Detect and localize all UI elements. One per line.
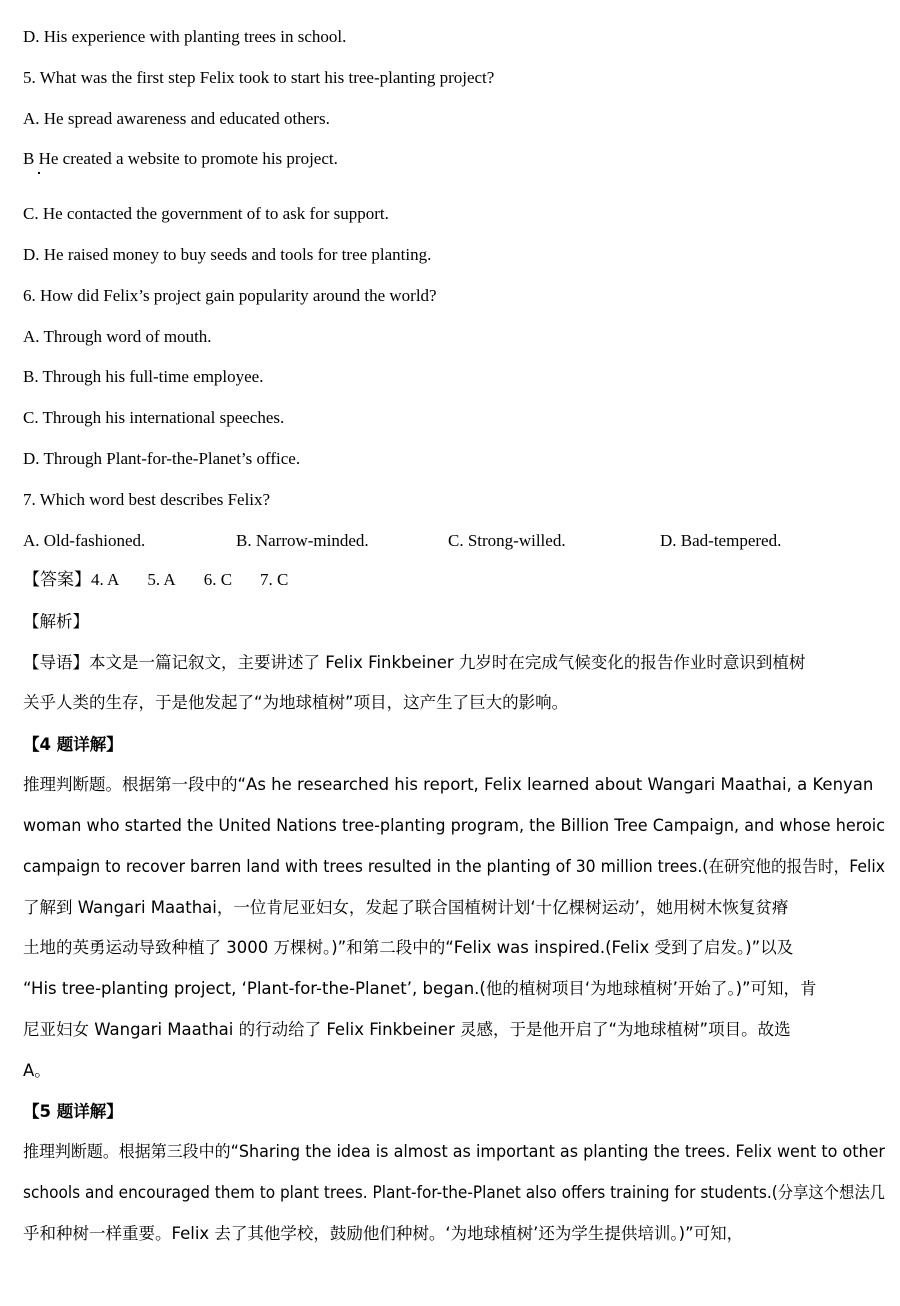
q4-detail-line-1: 推理判断题。根据第一段中的“As he researched his report, Felix learned about Wangari Maathai, a Kenyan xyxy=(23,775,874,794)
question-5: 5. What was the first step Felix took to start his tree-planting project? xyxy=(23,68,495,87)
q4-detail-line-8: A。 xyxy=(23,1061,51,1080)
guide-line-2: 关乎人类的生存，于是他发起了“为地球植树”项目，这产生了巨大的影响。 xyxy=(23,693,569,712)
q6-option-a: A. Through word of mouth. xyxy=(23,327,212,346)
q4-detail-heading: 【4 题详解】 xyxy=(23,735,123,754)
guide-line-1: 【导语】本文是一篇记叙文，主要讲述了 Felix Finkbeiner 九岁时在完成气候变化的报告作业时意识到植树 xyxy=(23,653,806,672)
q6-option-b: B. Through his full-time employee. xyxy=(23,367,264,386)
q5-option-b: B He created a website to promote his project. xyxy=(23,149,338,168)
answer-4: 4. A xyxy=(91,570,120,589)
answer-7: 7. C xyxy=(260,570,289,589)
question-6: 6. How did Felix’s project gain popularity around the world? xyxy=(23,286,437,305)
q7-option-b: B. Narrow-minded. xyxy=(236,531,369,550)
q4-detail-line-4: 了解到 Wangari Maathai，一位肯尼亚妇女，发起了联合国植树计划‘十亿棵树运动’，她用树木恢复贫瘠 xyxy=(23,898,789,917)
q7-option-a: A. Old-fashioned. xyxy=(23,531,146,550)
q5-option-a: A. He spread awareness and educated others. xyxy=(23,109,330,128)
answer-5: 5. A xyxy=(147,570,176,589)
q5-detail-line-2: schools and encouraged them to plant trees. Plant-for-the-Planet also offers training for students.(分享这个想法几 xyxy=(23,1183,885,1202)
stray-dot-mark xyxy=(38,172,40,174)
question-7: 7. Which word best describes Felix? xyxy=(23,490,271,509)
answer-6: 6. C xyxy=(203,570,233,589)
q5-detail-heading: 【5 题详解】 xyxy=(23,1102,123,1121)
q7-option-d: D. Bad-tempered. xyxy=(660,531,782,550)
q5-option-c: C. He contacted the government of to ask for support. xyxy=(23,204,389,223)
q4-detail-line-5: 土地的英勇运动导致种植了 3000 万棵树。)”和第二段中的“Felix was inspired.(Felix 受到了启发。)”以及 xyxy=(23,938,794,957)
q4-option-d: D. His experience with planting trees in school. xyxy=(23,27,347,46)
q6-option-c: C. Through his international speeches. xyxy=(23,408,285,427)
q4-detail-line-2: woman who started the United Nations tree-planting program, the Billion Tree Campaign, and whose heroic xyxy=(23,816,886,835)
analysis-label: 【解析】 xyxy=(23,612,89,631)
q5-detail-line-1: 推理判断题。根据第三段中的“Sharing the idea is almost as important as planting the trees. Felix went to other xyxy=(23,1142,885,1161)
q6-option-d: D. Through Plant-for-the-Planet’s office. xyxy=(23,449,301,468)
answer-label: 【答案】 xyxy=(23,570,91,590)
q5-option-d: D. He raised money to buy seeds and tools for tree planting. xyxy=(23,245,432,264)
q4-detail-line-3: campaign to recover barren land with trees resulted in the planting of 30 million trees.(在研究他的报告时，Felix xyxy=(23,857,885,876)
q5-detail-line-3: 乎和种树一样重要。Felix 去了其他学校，鼓励他们种树。‘为地球植树’还为学生提供培训。)”可知， xyxy=(23,1224,744,1243)
q4-detail-line-6: “His tree-planting project, ‘Plant-for-the-Planet’, began.(他的植树项目‘为地球植树’开始了。)”可知，肯 xyxy=(23,979,817,998)
q7-option-c: C. Strong-willed. xyxy=(448,531,566,550)
q4-detail-line-7: 尼亚妇女 Wangari Maathai 的行动给了 Felix Finkbeiner 灵感，于是他开启了“为地球植树”项目。故选 xyxy=(23,1020,791,1039)
answer-key xyxy=(23,569,316,591)
